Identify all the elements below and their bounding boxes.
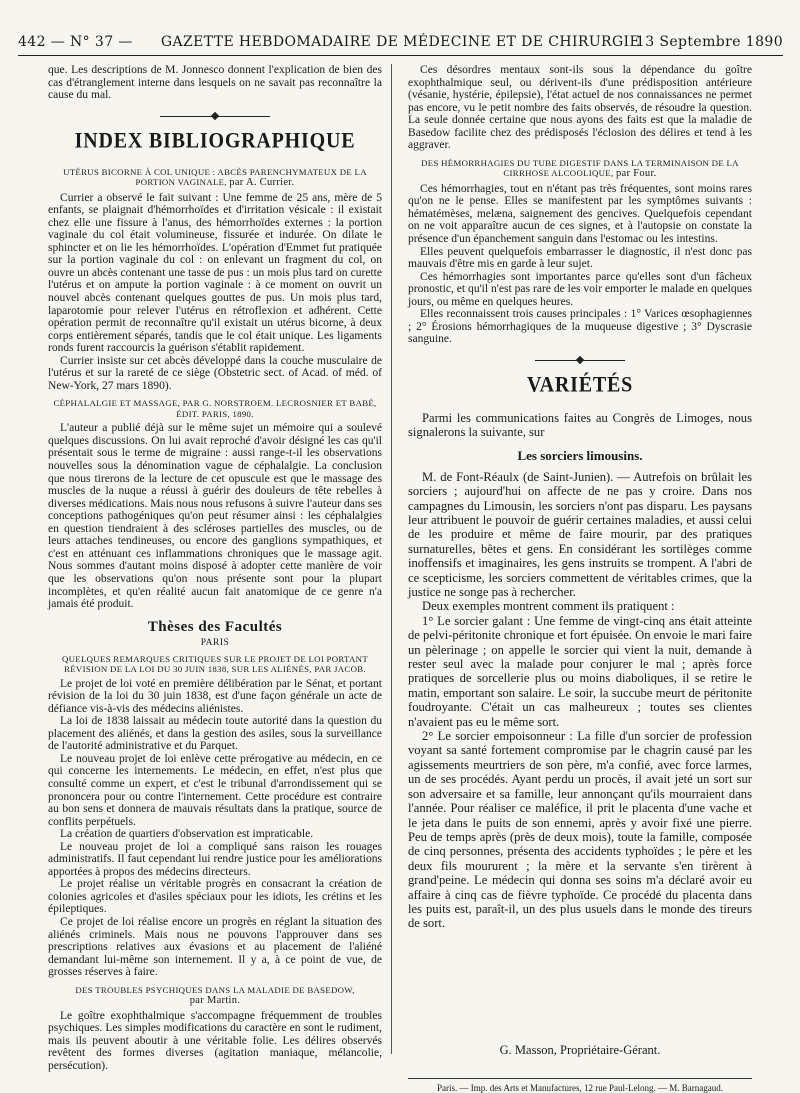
article-paragraph: Parmi les communications faites au Congrès de Limoges, nous signalerons la suivante, sur (408, 410, 752, 440)
article-paragraph: Le projet réalise un véritable progrès en consacrant la création de colonies agricoles et d'asiles spéciaux pour les idiots, les crétins et les épileptiques. (48, 878, 382, 916)
issue-date: 13 Septembre 1890 (635, 34, 783, 50)
article-paragraph: 1° Le sorcier galant : Une femme de vingt-cinq ans était atteinte de pelvi-péritonite chronique et fort épuisée. On envoie le mari faire un pèlerinage ; on appelle le sorcier qui vient la nuit, demande à rester seul avec la malade pour conjurer le mal ; après force pratiques de sorcellerie plus ou moins diaboliques, il se retire le matin, emportant son salaire. Le soir, la succube meurt de péritonite foudroyante. C'était un cas malheureux ; toutes ses clientes n'avaient pas eu le même sort. (408, 613, 752, 729)
left-column (48, 64, 392, 1072)
article-paragraph: Le nouveau projet de loi enlève cette prérogative au médecin, en ce qui concerne les internements. Le médecin, en effet, n'est plus que consulté comme un expert, et c'est le tribunal d'arrondissement qui se prononcera pour ou contre l'internement. Cette procédure est contraire au bon sens et donnera de mauvais résultats dans la pratique, source de conflits perpétuels. (48, 752, 382, 828)
section-ornament (48, 112, 382, 120)
section-ornament (408, 356, 752, 364)
article-author: par A. Currier. (229, 177, 295, 189)
article-title (48, 167, 382, 189)
article-paragraph: La loi de 1838 laissait au médecin toute autorité dans la question du placement des aliénés, et dans la gestion des asiles, sous la surveillance de l'autorité administrative et du Parquet. (48, 715, 382, 753)
running-header (18, 30, 783, 56)
article-paragraph: Elles reconnaissent trois causes principales : 1° Varices œsophagiennes ; 2° Érosions hémorrhagiques de la muqueuse digestive ; 3° Dyscrasie sanguine. (408, 308, 752, 346)
right-column (408, 64, 752, 1093)
index-title: INDEX BIBLIOGRAPHIQUE (74, 128, 356, 153)
article-title: CÉPHALALGIE ET MASSAGE, PAR G. NORSTROEM. LECROSNIER ET BABÉ, ÉDIT. PARIS, 1890. (53, 398, 377, 419)
theses-city: PARIS (200, 637, 230, 648)
theses-title: Thèses des Facultés (147, 618, 283, 635)
article-title-text: DES TROUBLES PSYCHIQUES DANS LA MALADIE DE BASEDOW, (75, 984, 355, 995)
sorciers-title: Les sorciers limousins. (517, 447, 643, 463)
article-title: QUELQUES REMARQUES CRITIQUES SUR LE PROJET DE LOI PORTANT RÉVISION DE LA LOI DU 30 JUIN 1838, SUR LES ALIÉNÉS, PAR JACOB. (61, 653, 368, 675)
article-paragraph: 2° Le sorcier empoisonneur : La fille d'un sorcier de profession voyant sa santé fortement compromise par le chagrin causé par les agissements meurtriers de son père, m'a confié, avec force larmes, un de ses procédés. Ayant perdu un procès, il avait jeté un sort sur son adversaire et sa famille, leur annonçant qu'ils mourraient dans l'année. Pour réaliser ce maléfice, il prit le placenta d'une vache et le jeta dans le puits de son ennemi, après y avoir fixé une pierre. Peu de temps après (près de deux mois), toute la famille, composée de cinq personnes, présenta des accidents typhoïdes ; le père et les deux fils moururent ; la mère et la servante s'en tirèrent à grand'peine. Le médecin qui donna ses soins m'a déclaré avoir eu affaire à cinq cas de fièvre typhoïde. Ce procédé du placenta dans les puits est, paraît-il, un des plus usuels dans le monde des tireurs de sort. (408, 729, 752, 931)
article-title (408, 158, 752, 180)
article-paragraph: Ce projet de loi réalise encore un progrès en réglant la situation des aliénés criminels. Mais nous ne pouvons l'approuver dans ses prescriptions relatives aux évasions et au placement de l'aliéné demandant lui-même son internement. Il y a, à ce point de vue, de grosses réserves à faire. (48, 915, 382, 979)
article-paragraph: Deux exemples montrent comment ils pratiquent : (422, 599, 675, 614)
article-paragraph: Ces hémorrhagies, tout en n'étant pas très fréquentes, sont moins rares qu'on ne le pense. Elles se manifestent par les symptômes suivants : hématémèses, melæna, saignement des gencives. Quelquefois cependant on ne voit apparaître aucun de ces signes, et à l'autopsie on constate la présence d'un épanchement sanguin dans l'estomac ou les intestins. (408, 182, 752, 246)
footer-rule (408, 1078, 752, 1079)
article-title-text: UTÉRUS BICORNE À COL UNIQUE : ABCÈS PARENCHYMATEUX DE LA PORTION VAGINALE, (63, 166, 367, 188)
article-paragraph: L'auteur a publié déjà sur le même sujet un mémoire qui a soulevé quelques discussions. On lui avait reproché d'avoir désigné les cas qu'il présentait sous le terme de migraine : aussi range-t-il les observations nouvelles sous la dénomination vague de céphalalgie. La conclusion que nous tirerons de la lecture de cet opuscule est que le massage des muscles de la nuque a réussi à guérir des douleurs de tête rebelles à diverses médications. Mais nous nous refusons à suivre l'auteur dans ses conceptions pathogéniques qu'on peut résumer ainsi : les céphalalgies en question tiendraient à des scléroses partielles des muscles, ou de leurs attaches tendineuses, ou encore des ganglions sympathiques, et c'est en atténuant ces inflammations chroniques que le massage agit. Nous sommes d'autant moins disposé à adopter cette manière de voir que les observations qu'on nous présente sont pour la plupart incomplètes, et qu'en réalité aucun fait anatomique de ce genre n'a jamais été produit. (48, 422, 382, 611)
article-author: par Four. (615, 168, 657, 180)
article-paragraph: M. de Font-Réaulx (de Saint-Junien). — Autrefois on brûlait les sorciers ; aujourd'hui on affecte de ne pas y croire. Dans nos campagnes du Limousin, les sorciers n'ont pas disparu. Les paysans leur attribuent le pouvoir de guérir certaines maladies, et aussi celui de les produire et même de faire mourir, par des pratiques surnaturelles, bêtes et gens. En considérant les sortilèges comme inoffensifs et imaginaires, les gens instruits se trompent. A l'abri de ce scepticisme, les sorciers commettent de véritables crimes, que la justice ne songe pas à rechercher. (408, 469, 752, 599)
article-paragraph: Le goître exophthalmique s'accompagne fréquemment de troubles psychiques. Les simples modifications du caractère en sont le rudiment, mais ils peuvent aboutir à une véritable folie. Les délires observés revêtent des formes diverses (agitation maniaque, mélancolie, persécution). (48, 1009, 382, 1072)
journal-title: GAZETTE HEBDOMADAIRE DE MÉDECINE ET DE CHIRURGIE (160, 34, 641, 50)
article-title-text: DES HÉMORRHAGIES DU TUBE DIGESTIF DANS LA TERMINAISON DE LA CIRRHOSE ALCOOLIQUE, (421, 157, 739, 179)
intro-paragraph: que. Les descriptions de M. Jonnesco donnent l'explication de bien des cas d'étranglement interne dans lesquels on ne savait pas reconnaître la cause du mal. (48, 64, 382, 102)
article-paragraph: Ces désordres mentaux sont-ils sous la dépendance du goître exophthalmique seul, ou dérivent-ils d'une prédisposition antérieure (vésanie, hystérie, épilepsie), l'état actuel de nos connaissances ne permet pas encore, vu le petit nombre des faits observés, de résoudre la question. La seule donnée certaine que nous ayons des faits est que la maladie de Basedow facilite chez des prédisposés l'éclosion des délires et tend à les aggraver. (408, 64, 752, 152)
article-paragraph: Le nouveau projet de loi a compliqué sans raison les rouages administratifs. Il faut cependant lui rendre justice pour les améliorations apportées à propos des médecins directeurs. (48, 840, 382, 878)
article-paragraph: Ces hémorrhagies sont importantes parce qu'elles sont d'un fâcheux pronostic, et qu'il n'est pas rare de les voir emporter le malade en quelques jours, ou même en quelques heures. (408, 270, 752, 308)
article-paragraph: Elles peuvent quelquefois embarrasser le diagnostic, il n'est donc pas mauvais d'être mis en garde à leur sujet. (408, 245, 752, 271)
page-number: 442 — N° 37 — (18, 34, 133, 50)
printer-imprint: Paris. — Imp. des Arts et Manufactures, 12 rue Paul-Lelong. — M. Barnagaud. (437, 1082, 723, 1093)
article-paragraph: La création de quartiers d'observation est impraticable. (60, 828, 314, 841)
article-paragraph: Le projet de loi voté en première délibération par le Sénat, et portant révision de la loi du 30 juin 1838, est d'une façon générale un acte de défiance vis-à-vis des médecins aliénistes. (48, 677, 382, 715)
publisher-signature: G. Masson, Propriétaire-Gérant. (499, 1042, 661, 1057)
article-paragraph: Currier a observé le fait suivant : Une femme de 25 ans, mère de 5 enfants, se plaignait d'hémorrhoïdes et d'irritation vésicale : il existait chez elle une fissure à l'anus, des hémorrhoïdes externes : la portion vaginale du col était volumineuse, fissurée et indurée. On dilate le sphincter et on lie les hémorrhoïdes. L'opération d'Emmet fut pratiquée sur la portion vaginale du col : on enlevant un fragment du col, on ouvre un abcès contenant une tasse de pus : un mois plus tard on curette l'utérus et on ampute la portion vaginale : à ce moment on ouvrit un nouvel abcès contenant quelques gouttes de pus. Un mois plus tard, laparotomie pour relever l'utérus en rétroflexion et adhérent. Cette opération permit de reconnaître qu'il existait un utérus bicorne, à deux corps entièrement séparés, tandis que le col était unique. Les ligaments ronds furent raccourcis la guérison s'établit rapidement. (48, 191, 382, 355)
varietes-title: VARIÉTÉS (526, 372, 634, 397)
article-paragraph: Currier insiste sur cet abcès développé dans la couche musculaire de l'utérus et sur la rareté de ce siège (Obstetric sect. of Acad. of méd. of New-York, 27 mars 1890). (48, 354, 382, 392)
article-author: par Martin. (189, 995, 241, 1007)
article-title (48, 985, 382, 1007)
